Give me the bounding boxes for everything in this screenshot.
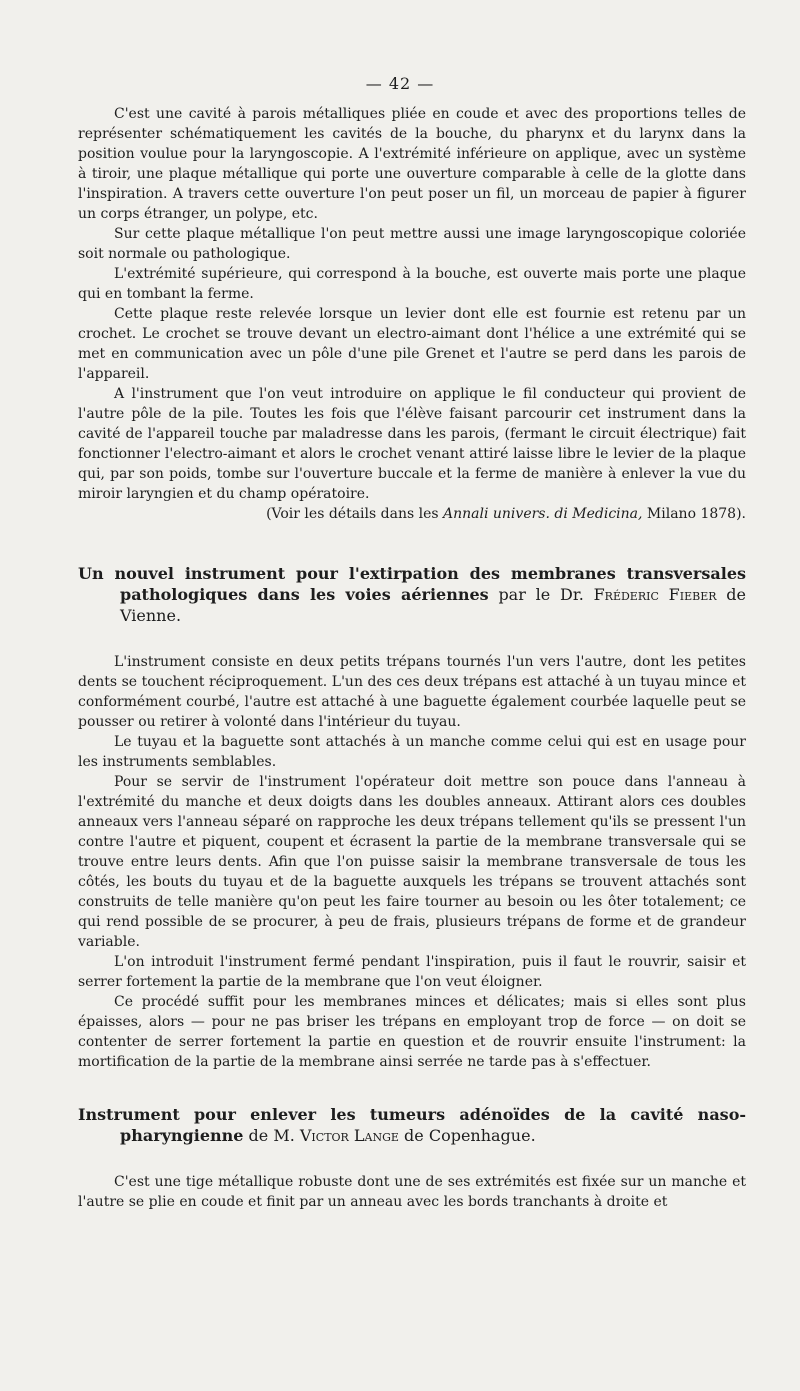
section-heading xyxy=(78,563,746,626)
heading-title: Instrument pour enlever les tumeurs adénoïdes de la cavité naso-pharyngienne xyxy=(78,1105,746,1145)
section-adenoid-instrument xyxy=(78,1172,746,1212)
author-name: Fréderic Fieber xyxy=(593,585,717,604)
heading-place: de Copenhague. xyxy=(398,1126,536,1145)
journal-title: Annali univers. di Medicina, xyxy=(443,506,643,522)
section-heading-adenoid xyxy=(78,1104,746,1146)
body-paragraph: L'on introduit l'instrument fermé pendant l'inspiration, puis il faut le rouvrir, saisir et serrer fortement la partie de la membrane que l'on veut éloigner. xyxy=(78,954,746,990)
heading-place: de Vienne. xyxy=(120,585,747,625)
body-paragraph: L'extrémité supérieure, qui correspond à la bouche, est ouverte mais porte une plaque qui en tombant la ferme. xyxy=(78,266,746,302)
body-paragraph: Le tuyau et la baguette sont attachés à un manche comme celui qui est en usage pour les instruments semblables. xyxy=(78,734,746,770)
author-name: Victor Lange xyxy=(299,1126,399,1145)
body-paragraph: Pour se servir de l'instrument l'opérateur doit mettre son pouce dans l'anneau à l'extrémité du manche et deux doigts dans les doubles anneaux. Attirant alors ces doubles anneaux vers l'anneau séparé on rapproche les deux trépans tellement qu'ils se pressent l'un contre l'autre et piquent, coupent et écrasent la partie de la membrane transversale qui se trouve entre leurs dents. Afin que l'on puisse saisir la membrane transversale de tous les côtés, les bouts du tuyau et de la baguette auxquels les trépans se trouvent attachés sont construits de telle manière qu'on peut les faire tourner au besoin ou les ôter totalement; ce qui rend possible de se procurer, à peu de frais, plusieurs trépans de forme et de grandeur variable. xyxy=(78,774,746,950)
section-laryngoscopy-trainer xyxy=(78,104,746,524)
body-paragraph: Cette plaque reste relevée lorsque un levier dont elle est fournie est retenu par un crochet. Le crochet se trouve devant un electro-aimant dont l'hélice a une extrémité qui se met en communication avec un pôle d'une pile Grenet et l'autre se perd dans les parois de l'appareil. xyxy=(78,306,746,382)
body-paragraph: L'instrument consiste en deux petits trépans tournés l'un vers l'autre, dont les petites dents se touchent réciproquement. L'un des ces deux trépans est attaché à un tuyau mince et conformément courbé, l'autre est attaché à une baguette également courbée laquelle peut se pousser ou retirer à volonté dans l'intérieur du tuyau. xyxy=(78,654,746,730)
section-heading xyxy=(78,1104,746,1146)
section-heading-membranes xyxy=(78,563,746,626)
heading-title: Un nouvel instrument pour l'extirpation des membranes transversales pathologiques dans les voies aériennes xyxy=(78,564,746,604)
section-membranes-instrument xyxy=(78,652,746,1072)
body-paragraph: C'est une cavité à parois métalliques pliée en coude et avec des proportions telles de représenter schématiquement les cavités de la bouche, du pharynx et du larynx dans la position voulue pour la laryngoscopie. A l'extrémité inférieure on applique, avec un système à tiroir, une plaque métallique qui porte une ouverture comparable à celle de la glotte dans l'inspiration. A travers cette ouverture l'on peut poser un fil, un morceau de papier à figurer un corps étranger, un polype, etc. xyxy=(78,106,746,222)
body-paragraph: A l'instrument que l'on veut introduire on applique le fil conducteur qui provient de l'autre pôle de la pile. Toutes les fois que l'élève faisant parcourir cet instrument dans la cavité de l'appareil touche par maladresse dans les parois, (fermant le circuit électrique) fait fonctionner l'electro-aimant et alors le crochet venant attiré laisse libre le levier de la plaque qui, par son poids, tombe sur l'ouverture buccale et la ferme de manière à enlever la vue du miroir laryngien et du champ opératoire. xyxy=(78,386,746,502)
body-paragraph: Sur cette plaque métallique l'on peut mettre aussi une image laryngoscopique coloriée soit normale ou pathologique. xyxy=(78,226,746,262)
heading-connector: par le Dr. xyxy=(488,585,594,604)
body-paragraph: C'est une tige métallique robuste dont une de ses extrémités est fixée sur un manche et l'autre se plie en coude et finit par un anneau avec les bords tranchants à droite et xyxy=(78,1174,746,1210)
reference-line xyxy=(78,504,746,524)
reference-place: Milano 1878). xyxy=(642,506,746,522)
body-paragraph: Ce procédé suffit pour les membranes minces et délicates; mais si elles sont plus épaisses, alors — pour ne pas briser les trépans en employant trop de force — on doit se contenter de serrer fortement la partie en question et de rouvrir ensuite l'instrument: la mortification de la partie de la membrane ainsi serrée ne tarde pas à s'effectuer. xyxy=(78,994,746,1070)
reference-text: (Voir les détails dans les xyxy=(266,506,443,522)
heading-connector: de M. xyxy=(243,1126,300,1145)
page-number: — 42 — xyxy=(365,74,435,93)
